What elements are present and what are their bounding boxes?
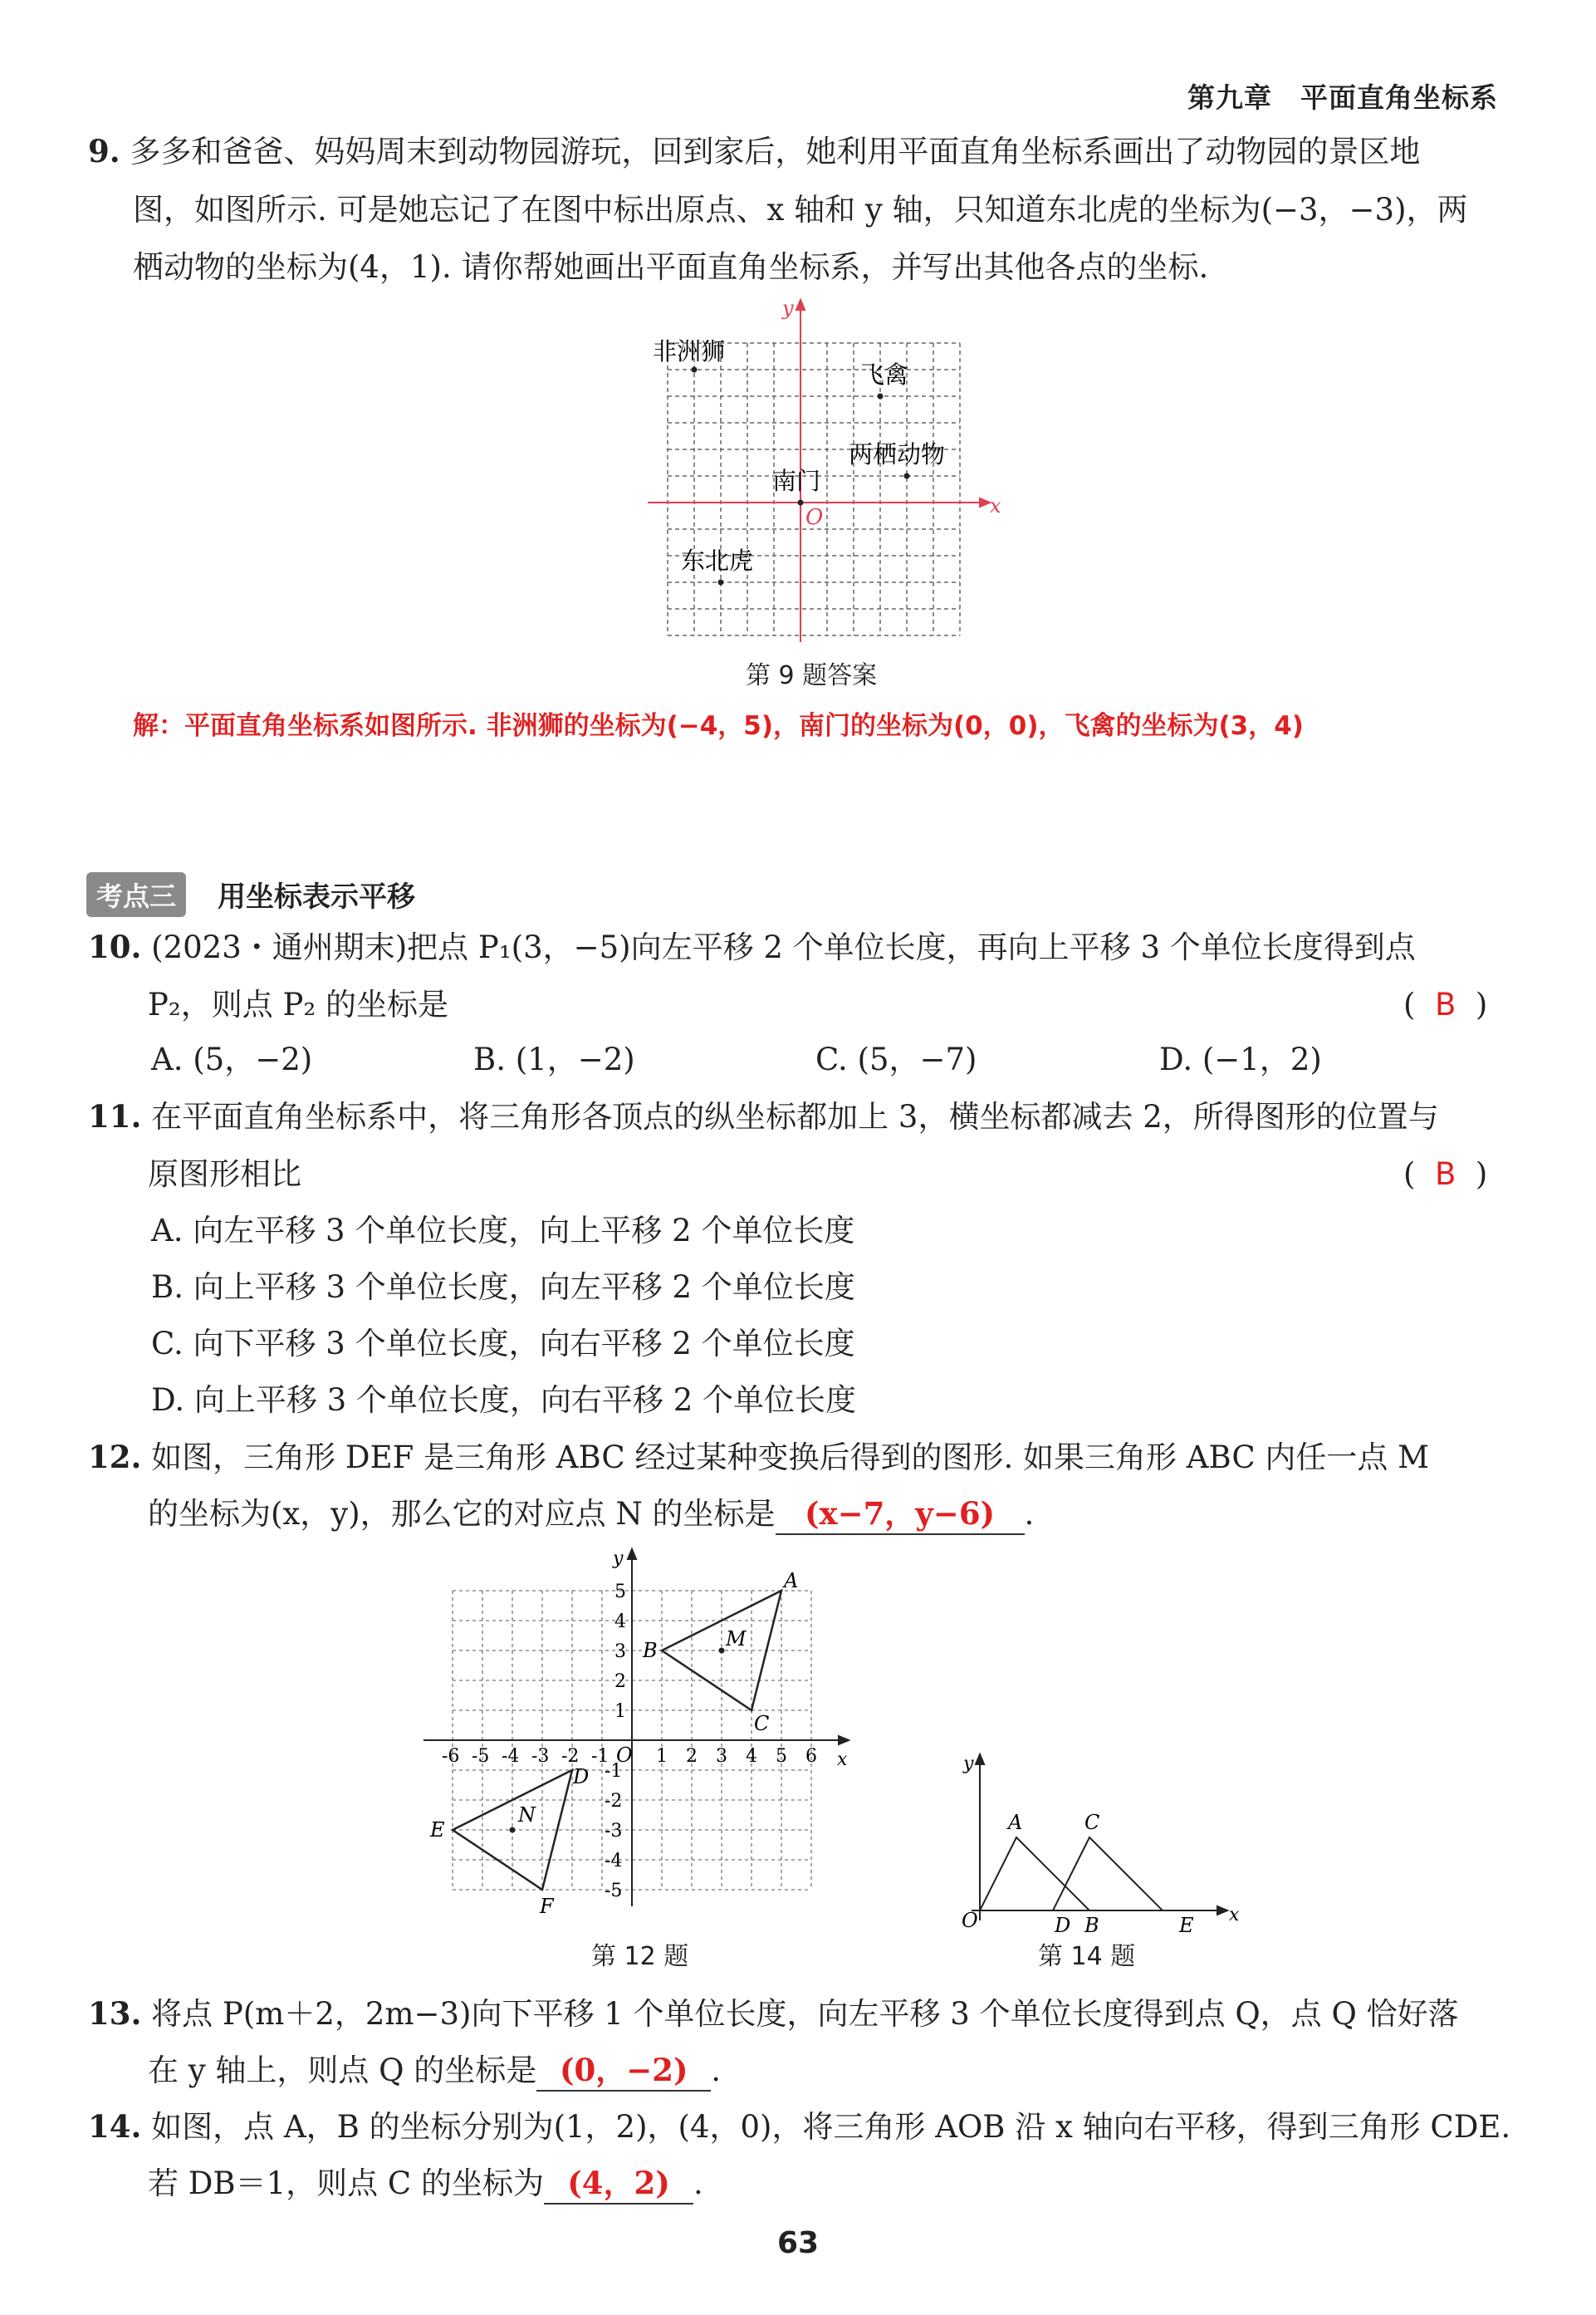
q12-xtick-1: 1 [656,1746,668,1767]
q13-line1 [88,1994,1459,2034]
q14-text-end: . [693,2165,703,2201]
q14-number: 14. [88,2108,142,2145]
q12-label-d: D [573,1765,590,1788]
q14-triangle-cde [1053,1837,1163,1910]
q12-label-f: F [540,1895,554,1918]
q10-option-a: A. (5，−2) [151,1042,313,1077]
q11-answer: B [1434,1156,1456,1192]
q14-caption: 第 14 题 [1038,1942,1136,1971]
q11-option-b: B. 向上平移 3 个单位长度，向左平移 2 个单位长度 [151,1269,855,1305]
q12-label-n: N [518,1803,536,1827]
q12-ytick-1: 1 [614,1701,626,1722]
q12-xtick-5: 5 [776,1746,787,1767]
q12-caption: 第 12 题 [591,1942,689,1971]
q12-xtick-2: 2 [686,1746,698,1767]
q14-label-c: C [1084,1811,1100,1834]
q14-answer: (4，2) [544,2163,693,2205]
q11-number: 11. [88,1098,142,1135]
q12-x-label: x [837,1749,848,1770]
q9-caption: 第 9 题答案 [746,661,878,690]
q12-xtick-6: 6 [805,1746,817,1767]
q9-bird-label: 飞禽 [860,360,909,389]
q9-tiger-point [718,580,724,586]
q12-y-ticks-neg [605,1761,622,1901]
q12-xtick-neg1: -1 [591,1746,610,1767]
q13-text-2: 在 y 轴上，则点 Q 的坐标是 [148,2053,537,2088]
q14-label-b: B [1084,1914,1099,1935]
q12-ytick-5: 5 [614,1582,626,1602]
q12-xtick-neg6: -6 [442,1746,460,1767]
q14-label-e: E [1179,1914,1194,1935]
q12-x-ticks-pos [656,1746,817,1767]
q13-answer: (0，−2) [536,2050,711,2092]
q12-label-b: B [643,1639,658,1662]
q9-lion-label: 非洲狮 [653,337,726,365]
q14-y-label: y [963,1753,974,1774]
q9-text-3: 栖动物的坐标为(4，1). 请你帮她画出平面直角坐标系，并写出其他各点的坐标. [133,249,1209,285]
q13-number: 13. [88,1995,142,2032]
q12-xtick-neg3: -3 [531,1746,550,1767]
q10-answer: B [1434,987,1456,1023]
q9-number: 9. [88,133,120,169]
page-number: 63 [777,2226,820,2260]
q12-xtick-4: 4 [746,1746,757,1767]
q14-figure [938,1744,1246,1935]
q13-text-1: 将点 P(m＋2，2m−3)向下平移 1 个单位长度，向左平移 3 个单位长度得到点 Q，点 Q 恰好落 [151,1996,1459,2032]
q14-x-label: x [1229,1905,1240,1925]
q12-y-ticks-pos [614,1582,626,1722]
q12-xtick-neg4: -4 [502,1746,520,1767]
q11-option-a: A. 向左平移 3 个单位长度，向上平移 2 个单位长度 [151,1213,855,1248]
q12-line2 [148,1493,1034,1535]
q14-axes [972,1754,1227,1920]
q9-line1 [88,131,1420,172]
q12-ytick-neg5: -5 [605,1881,623,1901]
q12-label-e: E [430,1818,445,1842]
q9-amphibian-point [904,473,910,479]
q12-x-ticks-neg [442,1746,609,1767]
q14-label-a: A [1008,1811,1023,1834]
q14-text-1: 如图，点 A，B 的坐标分别为(1，2)，(4，0)，将三角形 AOB 沿 x 轴向右平移，得到三角形 CDE. [151,2109,1511,2145]
q12-text-end: . [1024,1496,1035,1532]
q11-option-d: D. 向上平移 3 个单位长度，向右平移 2 个单位长度 [151,1382,856,1418]
q11-text-2: 原图形相比 [148,1156,301,1192]
section-title: 用坐标表示平移 [218,880,415,914]
q13-text-end: . [711,2053,722,2088]
q10-text-1: (2023・通州期末)把点 P₁(3，−5)向左平移 2 个单位长度，再向上平移 3 个单位长度得到点 [151,929,1416,965]
q11-line1 [88,1096,1439,1137]
q10-number: 10. [88,929,142,965]
q12-label-a: A [784,1569,799,1592]
q11-answer-bracket: ( B ) [1403,1156,1488,1192]
q12-point-n [510,1827,516,1833]
q12-label-m: M [726,1627,747,1650]
q12-answer: (x−7，y−6) [776,1493,1025,1535]
q12-ytick-neg3: -3 [605,1821,623,1842]
q9-lion-point [692,367,698,373]
q12-xtick-neg2: -2 [561,1746,580,1767]
q12-number: 12. [88,1439,142,1475]
q9-solution: 解：平面直角坐标系如图所示. 非洲狮的坐标为(−4，5)，南门的坐标为(0，0)，飞禽的坐标为(3，4) [133,711,1304,741]
q14-line2 [148,2163,703,2205]
q10-line1 [88,927,1416,968]
q14-triangle-aob [980,1837,1089,1910]
q9-amphibian-label: 两栖动物 [849,440,946,468]
q12-xtick-neg5: -5 [472,1746,490,1767]
q12-ytick-neg4: -4 [605,1851,623,1871]
q9-y-label: y [782,297,794,320]
q9-gate-label: 南门 [772,467,821,495]
q12-label-c: C [754,1712,770,1735]
q12-ytick-neg2: -2 [605,1791,623,1812]
q10-option-c: C. (5，−7) [815,1042,977,1077]
q14-label-o: O [962,1909,978,1932]
q9-map-figure [631,295,1013,644]
section-badge: 考点三 [86,872,186,917]
q10-answer-bracket: ( B ) [1403,987,1488,1023]
q12-line1 [88,1437,1429,1478]
chapter-header: 第九章 平面直角坐标系 [1187,81,1498,114]
q12-ytick-2: 2 [614,1671,626,1692]
q12-y-label: y [613,1548,624,1569]
q10-option-d: D. (−1，2) [1159,1042,1322,1077]
q12-figure [415,1541,864,1940]
q12-text-2: 的坐标为(x，y)，那么它的对应点 N 的坐标是 [148,1496,776,1532]
q9-origin-label: O [805,505,824,530]
q9-bird-point [878,394,884,400]
q12-text-1: 如图，三角形 DEF 是三角形 ABC 经过某种变换后得到的图形. 如果三角形 ABC 内任一点 M [151,1440,1430,1475]
q12-xtick-3: 3 [716,1746,727,1767]
q12-point-m [719,1648,725,1654]
q9-gate-point [798,500,804,506]
q12-ytick-4: 4 [614,1611,626,1632]
q10-option-b: B. (1，−2) [473,1042,635,1077]
q12-origin-label: O [616,1744,633,1767]
q9-text-2: 图，如图所示. 可是她忘记了在图中标出原点、x 轴和 y 轴，只知道东北虎的坐标为(−3，−3)，两 [133,192,1468,228]
q14-text-2: 若 DB＝1，则点 C 的坐标为 [148,2165,544,2201]
q11-option-c: C. 向下平移 3 个单位长度，向右平移 2 个单位长度 [151,1326,855,1361]
q12-ytick-neg1: -1 [605,1761,623,1782]
q14-line1 [88,2107,1510,2147]
q10-text-2: P₂，则点 P₂ 的坐标是 [148,987,448,1023]
q11-text-1: 在平面直角坐标系中，将三角形各顶点的纵坐标都加上 3，横坐标都减去 2，所得图形的位置与 [151,1099,1439,1135]
q14-label-d: D [1055,1914,1071,1935]
q13-line2 [148,2050,721,2092]
q9-tiger-label: 东北虎 [681,547,754,575]
q9-text-1: 多多和爸爸、妈妈周末到动物园游玩，回到家后，她利用平面直角坐标系画出了动物园的景区地 [130,134,1421,169]
q9-x-label: x [990,494,1001,517]
q12-ytick-3: 3 [614,1641,626,1662]
